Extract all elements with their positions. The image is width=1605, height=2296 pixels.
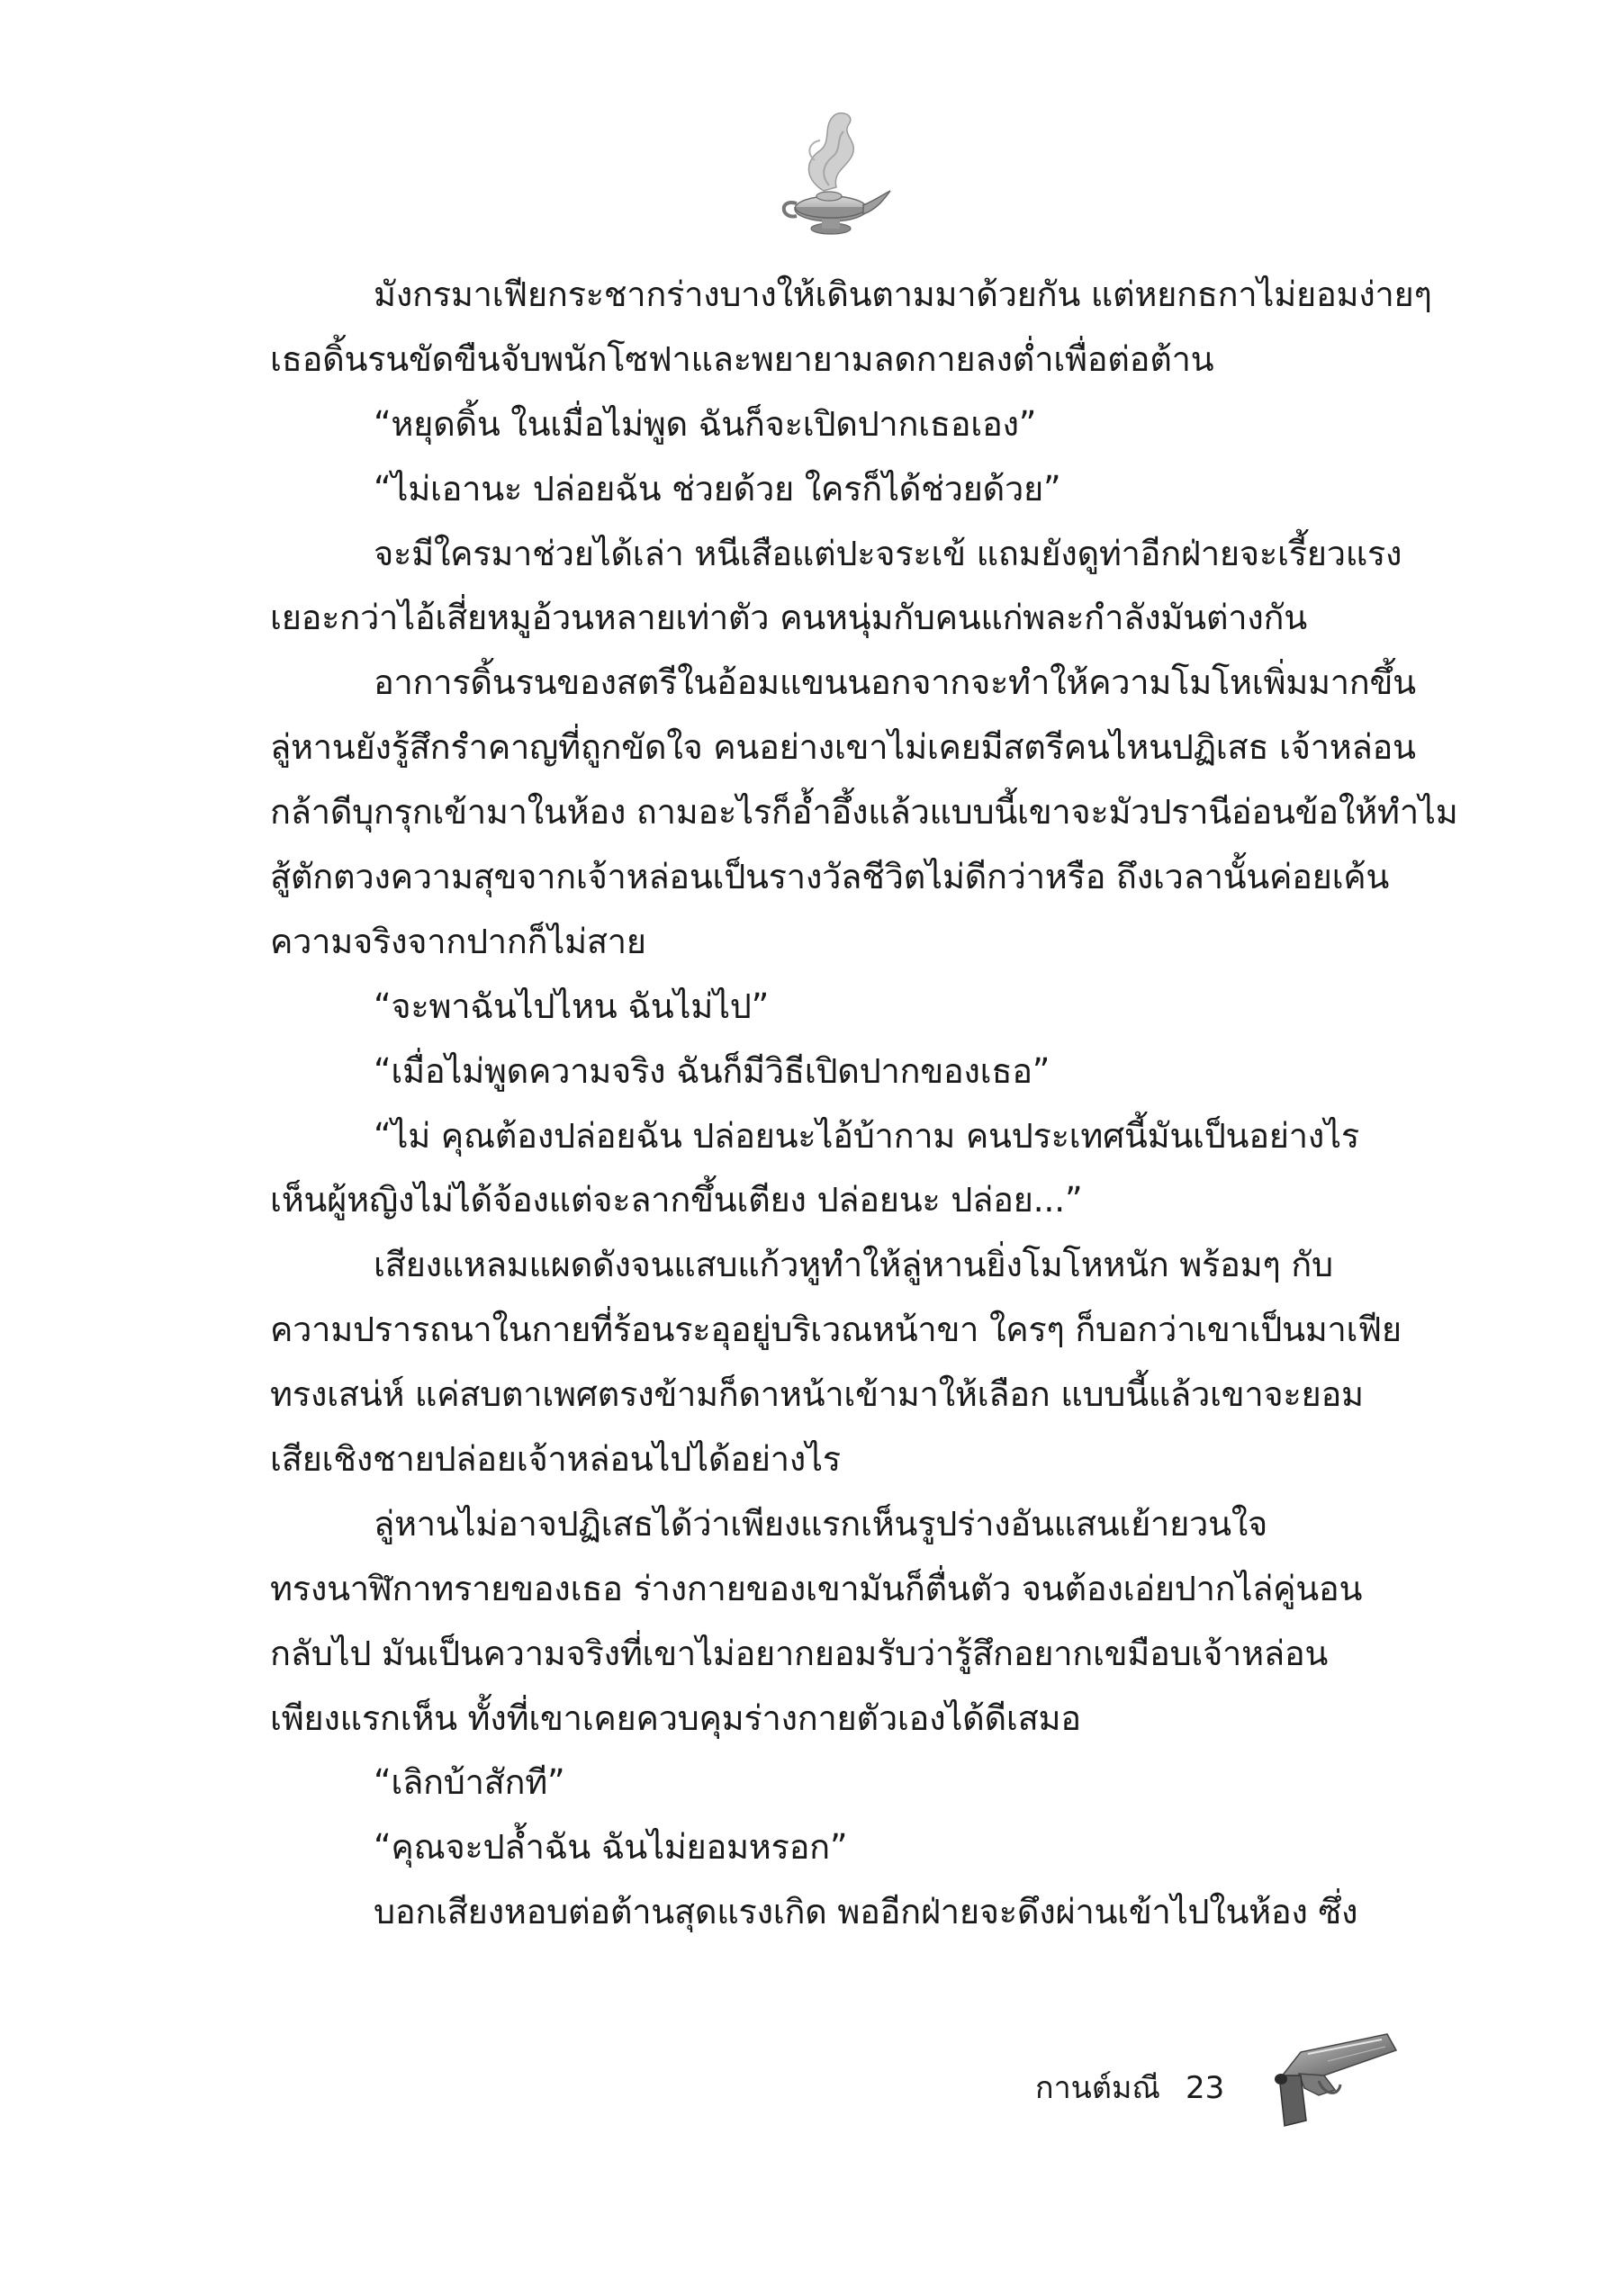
- text-line: เธอดิ้นรนขัดขืนจับพนักโซฟาและพยายามลดกายลงต่ำเพื่อต่อต้าน: [270, 338, 1214, 379]
- text-line: สู้ตักตวงความสุขจากเจ้าหล่อนเป็นรางวัลชีวิตไม่ดีกว่าหรือ ถึงเวลานั้นค่อยเค้น: [270, 857, 1390, 897]
- pistol-icon: [1265, 2025, 1400, 2142]
- text-line: “หยุดดิ้น ในเมื่อไม่พูด ฉันก็จะเปิดปากเธอเอง”: [374, 403, 1037, 444]
- text-line: กลับไป มันเป็นความจริงที่เขาไม่อยากยอมรับว่ารู้สึกอยากเขมือบเจ้าหล่อน: [270, 1633, 1329, 1673]
- text-line: เยอะกว่าไอ้เสี่ยหมูอ้วนหลายเท่าตัว คนหนุ่มกับคนแก่พละกำลังมันต่างกัน: [270, 598, 1307, 638]
- text-line: “ไม่เอานะ ปล่อยฉัน ช่วยด้วย ใครก็ได้ช่วยด้วย”: [374, 468, 1061, 509]
- page-number: 23: [1185, 2070, 1225, 2106]
- text-line: ลู่หานยังรู้สึกรำคาญที่ถูกขัดใจ คนอย่างเขาไม่เคยมีสตรีคนไหนปฏิเสธ เจ้าหล่อน: [270, 727, 1416, 768]
- text-line: “เลิกบ้าสักที”: [374, 1762, 565, 1803]
- text-line: “ไม่ คุณต้องปล่อยฉัน ปล่อยนะไอ้บ้ากาม คนประเทศนี้มันเป็นอย่างไร: [374, 1115, 1359, 1156]
- text-line: เสียงแหลมแผดดังจนแสบแก้วหูทำให้ลู่หานยิ่งโมโหหนัก พร้อมๆ กับ: [374, 1245, 1333, 1285]
- text-line: กล้าดีบุกรุกเข้ามาในห้อง ถามอะไรก็อ้ำอึ้งแล้วแบบนี้เขาจะมัวปรานีอ่อนข้อให้ทำไม: [270, 792, 1458, 833]
- text-line: “เมื่อไม่พูดความจริง ฉันก็มีวิธีเปิดปากของเธอ”: [374, 1050, 1050, 1091]
- text-line: เห็นผู้หญิงไม่ได้จ้องแต่จะลากขึ้นเตียง ปล่อยนะ ปล่อย...”: [270, 1180, 1083, 1220]
- author-name: กานต์มณี: [1035, 2070, 1160, 2106]
- text-line: เพียงแรกเห็น ทั้งที่เขาเคยควบคุมร่างกายตัวเองได้ดีเสมอ: [270, 1697, 1081, 1738]
- text-line: ทรงเสน่ห์ แค่สบตาเพศตรงข้ามก็ดาหน้าเข้ามาให้เลือก แบบนี้แล้วเขาจะยอม: [270, 1374, 1364, 1415]
- text-line: “จะพาฉันไปไหน ฉันไม่ไป”: [374, 986, 769, 1026]
- text-line: ทรงนาฬิกาทรายของเธอ ร่างกายของเขามันก็ตื่นตัว จนต้องเอ่ยปากไล่คู่นอน: [270, 1568, 1363, 1608]
- text-line: เสียเชิงชายปล่อยเจ้าหล่อนไปได้อย่างไร: [270, 1439, 841, 1480]
- text-line: บอกเสียงหอบต่อต้านสุดแรงเกิด พออีกฝ่ายจะดึงผ่านเข้าไปในห้อง ซึ่ง: [374, 1892, 1358, 1932]
- text-line: อาการดิ้นรนของสตรีในอ้อมแขนนอกจากจะทำให้ความโมโหเพิ่มมากขึ้น: [374, 662, 1416, 703]
- text-line: มังกรมาเฟียกระชากร่างบางให้เดินตามมาด้วยกัน แต่หยกธกาไม่ยอมง่ายๆ: [374, 275, 1432, 314]
- text-line: ความปรารถนาในกายที่ร้อนระอุอยู่บริเวณหน้าขา ใครๆ ก็บอกว่าเขาเป็นมาเฟีย: [270, 1310, 1402, 1350]
- page-footer: [1035, 2061, 1224, 2115]
- text-line: ลู่หานไม่อาจปฏิเสธได้ว่าเพียงแรกเห็นรูปร่างอันแสนเย้ายวนใจ: [374, 1503, 1267, 1544]
- text-line: ความจริงจากปากก็ไม่สาย: [270, 921, 646, 961]
- magic-lamp-icon: [770, 108, 896, 243]
- text-line: จะมีใครมาช่วยได้เล่า หนีเสือแต่ปะจระเข้ แถมยังดูท่าอีกฝ่ายจะเรี้ยวแรง: [374, 533, 1402, 573]
- story-text: [270, 263, 1458, 1945]
- text-line: “คุณจะปล้ำฉัน ฉันไม่ยอมหรอก”: [374, 1827, 848, 1868]
